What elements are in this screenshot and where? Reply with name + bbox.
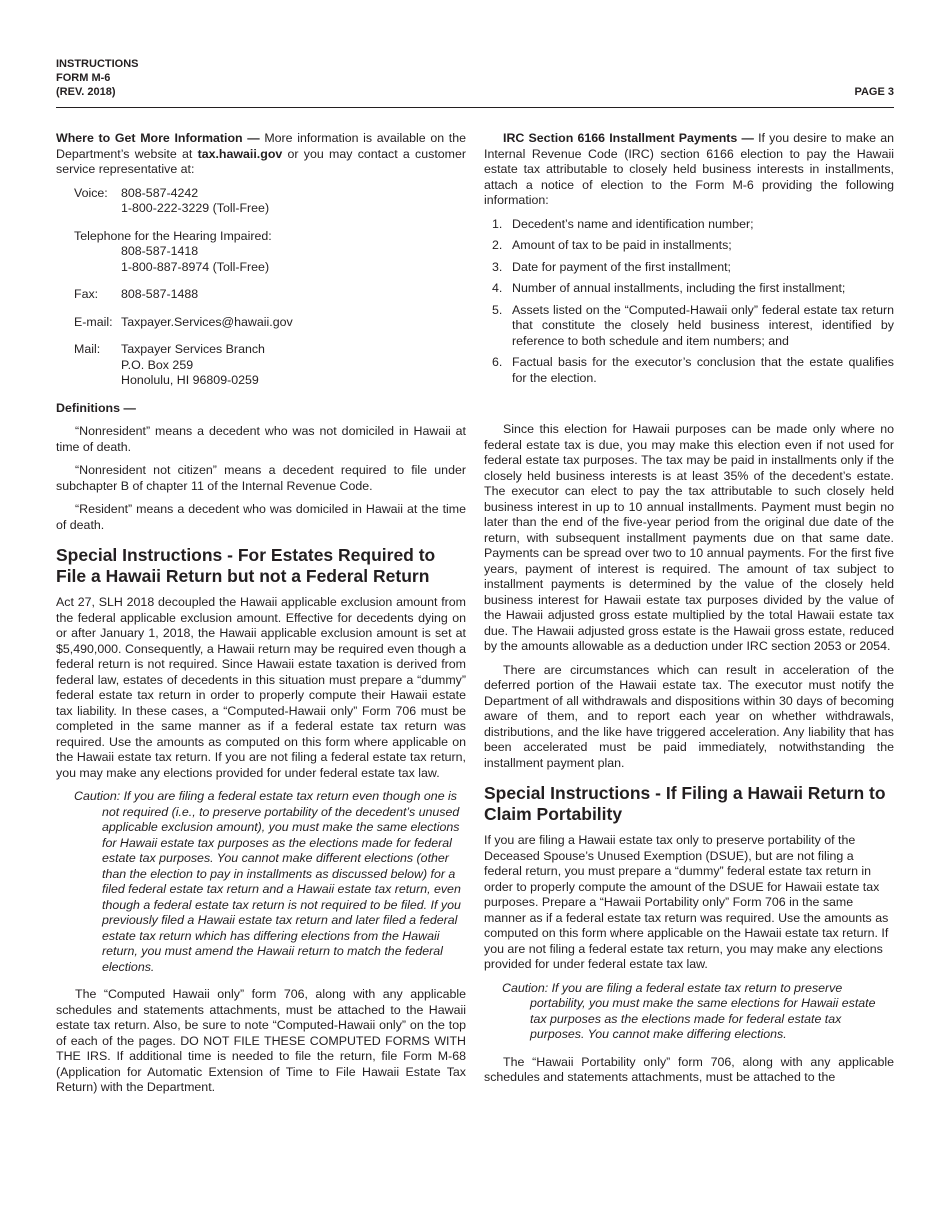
irc-6166-paragraph bbox=[484, 131, 894, 209]
header-instructions: INSTRUCTIONS bbox=[56, 58, 139, 70]
website-link[interactable]: tax.hawaii.gov bbox=[197, 146, 283, 161]
acceleration-paragraph: There are circumstances which can result in acceleration of the deferred portion of the Hawaii estate tax. The executor must notify the Department of all withdrawals and dispositions within 30 days of becoming aware of them, and to report each year on whether withdrawals, distributions, and the like have triggered acceleration. Any liability that has been accelerated must be paid immediately, notwithstanding the installment payment plan. bbox=[484, 662, 894, 770]
list-text: Date for payment of the first installment; bbox=[512, 259, 731, 274]
list-number: 6. bbox=[492, 355, 503, 369]
irc-6166-title: IRC Section 6166 Installment Payments — bbox=[503, 131, 754, 145]
more-info-paragraph bbox=[56, 131, 466, 178]
caution-note: Caution: If you are filing a federal estate tax return even though one is not required (i.e., to preserve portability of the decedent’s unused applicable exclusion amount), you must make the same elections for Hawaii estate tax purposes as the elections made for federal estate tax purposes. You cannot make different elections (other than the election to pay in installments as discussed below) for a filed federal estate tax return and a Hawaii estate tax return, even though a federal estate tax return is not required to be filed. If you previously filed a Hawaii estate tax return and later filed a federal estate tax return which has differing elections from the Hawaii return, you must amend the Hawaii return to match the federal elections. bbox=[74, 789, 461, 974]
list-number: 4. bbox=[492, 281, 503, 295]
list-number: 1. bbox=[492, 216, 503, 231]
computed-hawaii-paragraph: The “Computed Hawaii only” form 706, along with any applicable schedules and statements attachments, must be attached to the Hawaii estate tax return. Also, be sure to note “Computed-Hawaii only” on the top of each of the pages. DO NOT FILE THESE COMPUTED FORMS WITH THE IRS. If additional time is needed to file the return, file Form M-68 (Application for Automatic Extension of Time to File Hawaii Estate Tax Return) with the Department. bbox=[56, 987, 466, 1094]
definition-nonresident-not-citizen: “Nonresident not citizen” means a decedent required to file under subchapter B of chapter 11 of the Internal Revenue Code. bbox=[56, 463, 466, 493]
contact-tty bbox=[74, 229, 466, 276]
mail-line-3: Honolulu, HI 96809-0259 bbox=[121, 373, 259, 387]
irc-6166-text: If you desire to make an Internal Revenue Code (IRC) section 6166 election to pay the Hawaii estate tax attributable to closely held business interests in installments, attach a notice of election to the Form M-6 providing the following information: bbox=[484, 131, 894, 207]
more-info-text: More information is available on the Department’s website at bbox=[56, 131, 466, 161]
list-text: Decedent’s name and identification number; bbox=[512, 216, 754, 231]
more-info-text-end: or you may contact a customer service representative at: bbox=[56, 146, 466, 176]
definitions-title: Definitions — bbox=[56, 400, 136, 415]
list-item bbox=[492, 260, 894, 276]
mail-line-1: Taxpayer Services Branch bbox=[121, 342, 265, 356]
contact-mail bbox=[74, 342, 466, 389]
fax-number: 808-587-1488 bbox=[121, 287, 199, 301]
list-item bbox=[492, 217, 894, 233]
tty-tollfree: 1-800-887-8974 (Toll-Free) bbox=[121, 259, 270, 274]
portability-attachment-paragraph: The “Hawaii Portability only” form 706, along with any applicable schedules and statements attachments, must be attached to the bbox=[484, 1054, 894, 1084]
left-column bbox=[56, 131, 466, 1104]
email-label: E-mail: bbox=[74, 314, 113, 329]
list-text: Assets listed on the “Computed-Hawaii only” federal estate tax return that constitute the closely held business interest, identified by reference to both schedule and item numbers; and bbox=[512, 302, 894, 348]
definition-resident: “Resident” means a decedent who was domiciled in Hawaii at the time of death. bbox=[56, 502, 466, 532]
act-27-paragraph: Act 27, SLH 2018 decoupled the Hawaii applicable exclusion amount from the federal applicable exclusion amount. Effective for decedents dying on or after January 1, 2018, the Hawaii applicable exclusion amount is set at $5,490,000. Consequently, a Hawaii return may be required even though a federal return is not required. Since Hawaii estate taxation is derived from federal law, estates of decedents in this situation must prepare a “dummy” federal estate tax return in order to properly compute their Hawaii estate tax liability. In these cases, a “Computed-Hawaii only” Form 706 must be completed in the same manner as if a federal estate tax return was required. Use the amounts as computed on this form where applicable on the Hawaii estate tax return. If you are not filing a federal estate tax return, you may make any elections provided for under federal estate tax law. bbox=[56, 595, 466, 780]
header-revision: (REV. 2018) bbox=[56, 86, 116, 98]
voice-tollfree: 1-800-222-3229 (Toll-Free) bbox=[121, 201, 270, 215]
fax-label: Fax: bbox=[74, 287, 99, 301]
election-info-list bbox=[484, 217, 894, 387]
contact-email bbox=[74, 315, 466, 331]
right-column bbox=[484, 131, 894, 1094]
voice-label: Voice: bbox=[74, 185, 108, 200]
portability-caution: Caution: If you are filing a federal estate tax return to preserve portability, you must make the same elections for Hawaii estate tax purposes as the elections made for federal estate tax purposes. You cannot make differing elections. bbox=[502, 980, 876, 1041]
more-info-title: Where to Get More Information — bbox=[56, 131, 260, 145]
list-item bbox=[492, 303, 894, 350]
mail-label: Mail: bbox=[74, 342, 101, 356]
list-item bbox=[492, 238, 894, 254]
list-text: Factual basis for the executor’s conclusion that the estate qualifies for the election. bbox=[512, 355, 894, 385]
list-number: 3. bbox=[492, 259, 503, 274]
special-instructions-heading: Special Instructions - For Estates Required to File a Hawaii Return but not a Federal Return bbox=[56, 545, 436, 586]
form-identifier bbox=[56, 57, 894, 99]
definition-nonresident: “Nonresident” means a decedent who was not domiciled in Hawaii at time of death. bbox=[56, 424, 466, 454]
list-text: Amount of tax to be paid in installments; bbox=[512, 238, 732, 252]
list-item bbox=[492, 355, 894, 386]
tty-label: Telephone for the Hearing Impaired: bbox=[74, 228, 272, 243]
page-header bbox=[56, 57, 894, 99]
voice-number: 808-587-4242 bbox=[121, 185, 199, 200]
email-address[interactable]: Taxpayer.Services@hawaii.gov bbox=[121, 314, 293, 329]
list-item bbox=[492, 281, 894, 297]
mail-line-2: P.O. Box 259 bbox=[121, 357, 194, 372]
list-number: 2. bbox=[492, 238, 503, 252]
contact-voice bbox=[74, 186, 466, 217]
portability-heading: Special Instructions - If Filing a Hawaii Return to Claim Portability bbox=[484, 783, 886, 824]
header-form-number: FORM M-6 bbox=[56, 72, 111, 84]
portability-paragraph: If you are filing a Hawaii estate tax only to preserve portability of the Deceased Spouse’s Unused Exemption (DSUE), but are not filing a federal return, you must prepare a “dummy” federal estate tax return in order to properly compute the amount of the DSUE for Hawaii estate tax purposes. Prepare a “Hawaii Portability only” Form 706 in the same manner as if a federal estate tax return was required. Use the amounts as computed on this form where applicable on the Hawaii estate tax return. If you are not filing a federal estate tax return, you may make any elections provided for under federal estate tax law. bbox=[484, 833, 889, 971]
header-divider bbox=[56, 107, 894, 108]
contact-fax bbox=[74, 287, 466, 303]
list-number: 5. bbox=[492, 302, 503, 317]
list-text: Number of annual installments, including the first installment; bbox=[512, 281, 846, 295]
page-number: PAGE 3 bbox=[854, 86, 894, 98]
tty-number: 808-587-1418 bbox=[121, 244, 199, 258]
spacer bbox=[484, 396, 894, 422]
election-details-paragraph: Since this election for Hawaii purposes can be made only where no federal estate tax is due, you may make this election even if not used for federal estate tax purposes. The tax may be paid in installments only if the closely held business interests is at least 35% of the decedent’s estate. The executor can elect to pay the tax attributable to such closely held business interest in up to 10 annual installments. Payment must begin no later than the end of the five-year period from the original due date of the return, with subsequent installment payments due on that same date. Payments can be spread over two to 10 annual payments. For the first five years, payment of interest is required. The amount of tax subject to installment payments is determined by the value of the closely held business interest for Hawaii estate tax purposes divided by the value of the Hawaii adjusted gross estate multiplied by the total Hawaii estate tax due. The Hawaii adjusted gross estate is the Hawaii gross estate, reduced by the amounts allowable as a deduction under IRC section 2053 or 2054. bbox=[484, 422, 894, 653]
